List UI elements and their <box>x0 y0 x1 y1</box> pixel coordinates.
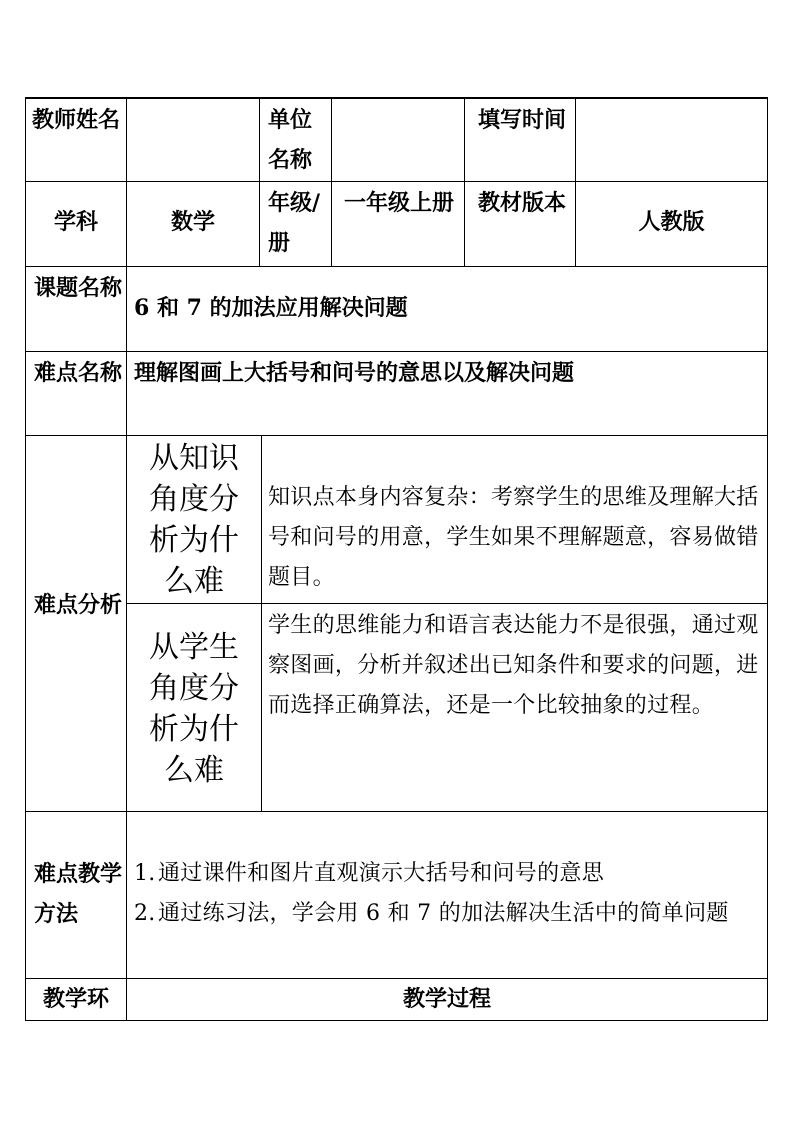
knowledge-angle-text: 知识点本身内容复杂：考察学生的思维及理解大括号和问号的用意，学生如果不理解题意，容易做错题目。 <box>268 485 759 590</box>
method-text: 通过练习法，学会用 6 和 7 的加法解决生活中的简单问题 <box>158 901 729 926</box>
teacher-name-value[interactable] <box>130 100 256 180</box>
table-row-divider <box>25 181 768 182</box>
table-row-divider <box>126 603 768 604</box>
method-item <box>134 854 762 894</box>
table-border-bottom <box>25 1020 768 1021</box>
fill-date-label: 填写时间 <box>478 107 567 133</box>
edition-value: 人教版 <box>638 209 705 235</box>
fill-date-value[interactable] <box>580 100 764 180</box>
table-col-divider <box>464 97 465 266</box>
subject-value: 数学 <box>170 209 215 235</box>
method-number: 1. <box>134 861 156 886</box>
method-item <box>134 894 762 934</box>
difficulty-label: 难点名称 <box>34 360 123 386</box>
analysis-label: 难点分析 <box>34 592 123 618</box>
table-col-divider <box>331 97 332 266</box>
method-text: 通过课件和图片直观演示大括号和问号的意思 <box>158 861 605 886</box>
student-angle-label: 从学生角度分析为什么难 <box>149 630 239 788</box>
grade-label: 年级/册 <box>268 190 321 256</box>
edition-label: 教材版本 <box>478 190 567 216</box>
table-row-divider <box>25 435 768 436</box>
table-row-divider <box>25 266 768 267</box>
table-col-divider <box>259 97 260 266</box>
topic-value: 6 和 7 的加法应用解决问题 <box>134 295 408 321</box>
teacher-name-label: 教师姓名 <box>31 107 120 133</box>
table-row-divider <box>25 811 768 812</box>
subject-label: 学科 <box>53 209 98 235</box>
process-label: 教学环 <box>42 986 109 1012</box>
methods-label: 难点教学方法 <box>34 861 123 927</box>
student-angle-text: 学生的思维能力和语言表达能力不是很强，通过观察图画，分析并叙述出已知条件和要求的问题，进而选择正确算法，还是一个比较抽象的过程。 <box>268 613 759 718</box>
unit-name-value[interactable] <box>335 100 461 180</box>
knowledge-angle-label: 从知识角度分析为什么难 <box>149 441 239 599</box>
table-border-right <box>767 97 768 1021</box>
table-row-divider <box>25 351 768 352</box>
topic-label: 课题名称 <box>34 275 123 301</box>
method-number: 2. <box>134 901 156 926</box>
table-border-top <box>25 97 768 99</box>
table-col-divider <box>261 435 262 811</box>
process-header: 教学过程 <box>402 986 491 1012</box>
grade-value: 一年级上册 <box>343 190 454 216</box>
methods-list <box>134 854 762 976</box>
difficulty-value: 理解图画上大括号和问号的意思以及解决问题 <box>134 360 575 386</box>
unit-name-label: 单位名称 <box>268 107 313 173</box>
